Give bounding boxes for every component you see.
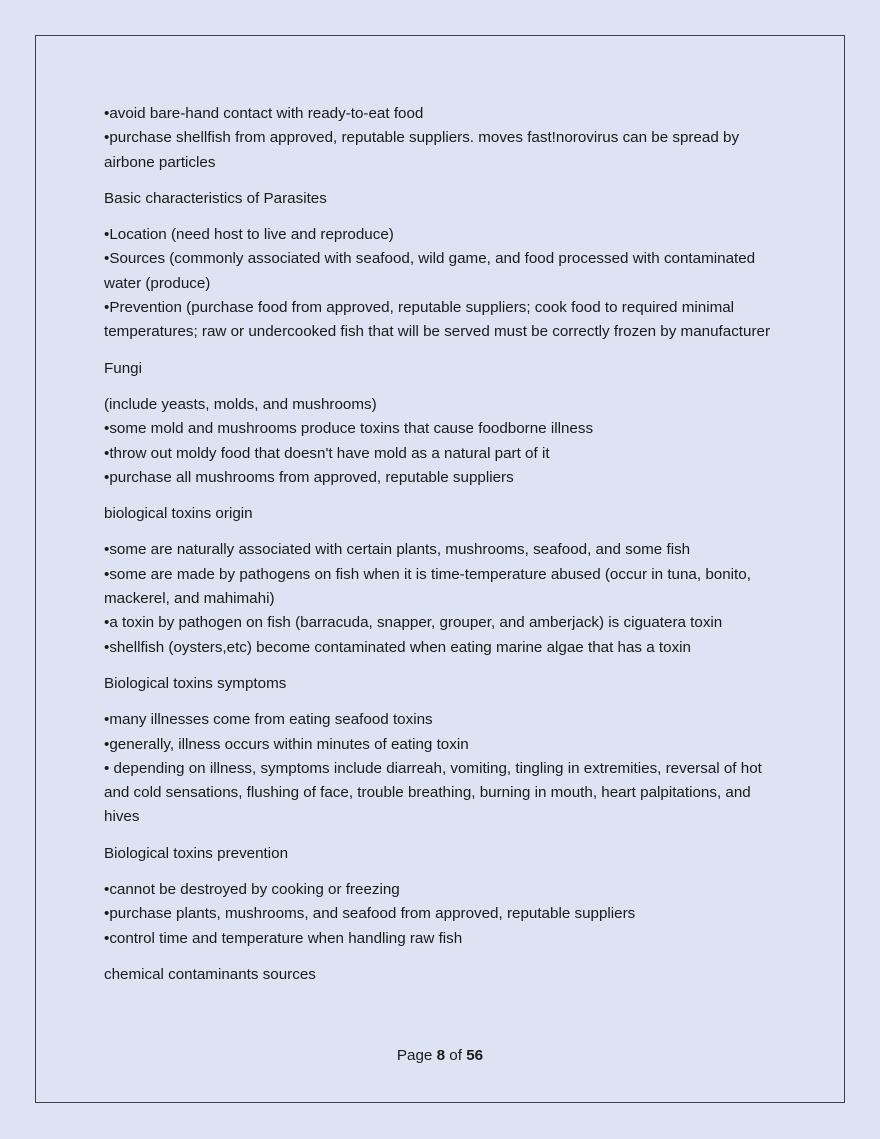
text-line: •throw out moldy food that doesn't have mold as a natural part of it xyxy=(104,444,550,462)
text-line: • depending on illness, symptoms include diarreah, vomiting, tingling in extremities, reversal of hot and cold sensations, flushing of face, trouble breathing, burning in mouth, heart palpitations, and hives xyxy=(104,759,762,826)
heading-text: biological toxins origin xyxy=(104,505,253,523)
document-body xyxy=(104,102,784,999)
paragraph xyxy=(104,878,784,951)
section-heading xyxy=(104,842,784,866)
heading-text: Basic characteristics of Parasites xyxy=(104,189,327,207)
text-line: •purchase all mushrooms from approved, reputable suppliers xyxy=(104,468,514,486)
text-line: •shellfish (oysters,etc) become contaminated when eating marine algae that has a toxin xyxy=(104,638,691,656)
paragraph xyxy=(104,223,784,344)
text-line: •cannot be destroyed by cooking or freezing xyxy=(104,881,400,899)
text-line: •purchase plants, mushrooms, and seafood from approved, reputable suppliers xyxy=(104,905,636,923)
section-heading xyxy=(104,502,784,526)
current-page-number: 8 xyxy=(436,1047,446,1064)
section-heading xyxy=(104,963,784,987)
text-line: •control time and temperature when handling raw fish xyxy=(104,929,463,947)
paragraph xyxy=(104,538,784,659)
section-heading xyxy=(104,672,784,696)
text-line: •avoid bare-hand contact with ready-to-eat food xyxy=(104,105,424,122)
page-of-label: of xyxy=(449,1047,462,1064)
text-line: •a toxin by pathogen on fish (barracuda, snapper, grouper, and amberjack) is ciguatera toxin xyxy=(104,614,723,632)
text-line: •some are naturally associated with certain plants, mushrooms, seafood, and some fish xyxy=(104,541,691,559)
text-line: •many illnesses come from eating seafood toxins xyxy=(104,711,433,729)
text-line: (include yeasts, molds, and mushrooms) xyxy=(104,395,377,413)
section-heading xyxy=(104,357,784,381)
text-line: •Sources (commonly associated with seafood, wild game, and food processed with contaminated water (produce) xyxy=(104,250,756,292)
text-line: •purchase shellfish from approved, reputable suppliers. moves fast!norovirus can be spread by airbone particles xyxy=(104,129,740,171)
heading-text: Biological toxins symptoms xyxy=(104,674,287,692)
heading-text: Fungi xyxy=(104,359,142,377)
section-heading xyxy=(104,187,784,211)
page-number-footer xyxy=(0,1045,880,1067)
text-line: •some mold and mushrooms produce toxins that cause foodborne illness xyxy=(104,420,594,438)
text-line: •Prevention (purchase food from approved, reputable suppliers; cook food to required minimal temperatures; raw or undercooked fish that will be served must be correctly frozen by manufacturer xyxy=(104,299,771,341)
total-pages-number: 56 xyxy=(466,1047,484,1064)
paragraph xyxy=(104,102,784,175)
heading-text: chemical contaminants sources xyxy=(104,965,316,983)
paragraph xyxy=(104,708,784,829)
text-line: •generally, illness occurs within minutes of eating toxin xyxy=(104,735,469,753)
text-line: •some are made by pathogens on fish when it is time-temperature abused (occur in tuna, bonito, mackerel, and mahimahi) xyxy=(104,565,751,608)
paragraph xyxy=(104,393,784,490)
heading-text: Biological toxins prevention xyxy=(104,844,289,862)
page-label: Page xyxy=(396,1047,433,1064)
text-line: •Location (need host to live and reproduce) xyxy=(104,226,394,244)
